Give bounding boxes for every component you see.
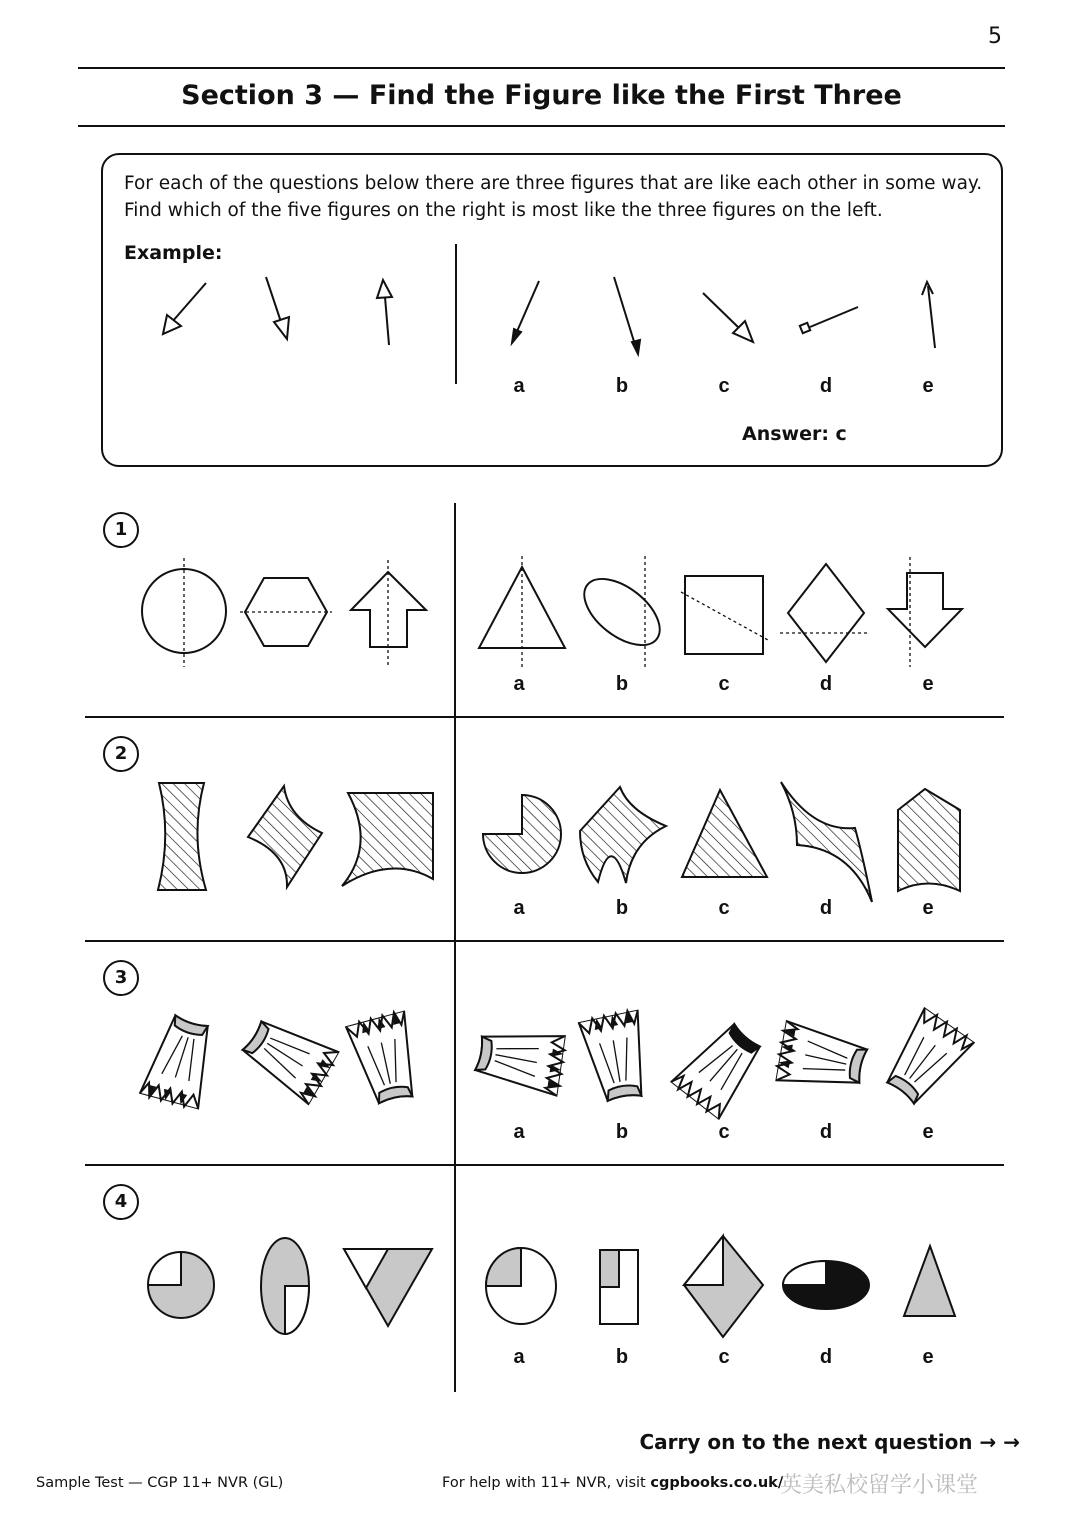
question-number-2: 2: [103, 736, 139, 772]
q4-option-e: [904, 1246, 955, 1316]
q4-label-b: b: [615, 1346, 629, 1368]
q3-option-b: [579, 1009, 656, 1106]
q2-label-e: e: [922, 897, 934, 919]
q2-option-c: [682, 790, 767, 877]
q1-option-c: [681, 576, 768, 654]
q3-label-b: b: [615, 1121, 629, 1143]
q3-label-a: a: [513, 1121, 525, 1143]
q2-figure-2: [248, 786, 322, 887]
q2-figure-3: [342, 793, 433, 886]
example-label-e: e: [922, 375, 934, 397]
question-number-3: 3: [103, 960, 139, 996]
q1-option-d: [780, 564, 870, 662]
q4-option-c: [684, 1236, 763, 1337]
q2-label-d: d: [819, 897, 833, 919]
q2-label-a: a: [513, 897, 525, 919]
q1-label-d: d: [819, 673, 833, 695]
footer-help-link[interactable]: cgpbooks.co.uk/: [650, 1475, 784, 1491]
q2-label-b: b: [615, 897, 629, 919]
example-label-b: b: [615, 375, 629, 397]
q3-label-e: e: [922, 1121, 934, 1143]
q2-label-c: c: [718, 897, 730, 919]
q3-option-c: [670, 1015, 770, 1120]
instruction-line-1: For each of the questions below there are three figures that are like each other in some way.: [124, 173, 983, 194]
q2-option-b: [580, 787, 666, 883]
q1-figure-hexagon: [240, 578, 332, 646]
q2-option-d: [781, 782, 872, 902]
example-label: Example:: [124, 242, 223, 264]
example-option-d: [800, 307, 858, 333]
example-option-a: [512, 281, 539, 343]
q4-figure-triangle: [344, 1249, 432, 1326]
q1-option-e: [888, 557, 962, 667]
question-number-4: 4: [103, 1184, 139, 1220]
page-number: 5: [988, 24, 1002, 49]
section-title: Section 3 — Find the Figure like the First Three: [181, 80, 902, 111]
example-label-c: c: [718, 375, 730, 397]
q2-figure-1: [158, 783, 206, 890]
example-label-d: d: [819, 375, 833, 397]
q3-option-e: [876, 1007, 974, 1112]
example-option-b: [614, 277, 640, 354]
q1-label-b: b: [615, 673, 629, 695]
q1-label-e: e: [922, 673, 934, 695]
q4-figure-ellipse: [261, 1238, 309, 1334]
footer-test-name: Sample Test — CGP 11+ NVR (GL): [36, 1475, 284, 1491]
example-option-c: [703, 293, 753, 342]
footer-help: [442, 1475, 783, 1491]
carry-on-text: Carry on to the next question → →: [639, 1430, 1020, 1454]
q2-option-a: [483, 795, 561, 873]
example-figure-3: [377, 280, 392, 345]
example-label-a: a: [513, 375, 525, 397]
q4-figure-circle: [148, 1252, 214, 1318]
example-figure-2: [266, 277, 289, 339]
question-number-1: 1: [103, 512, 139, 548]
q4-label-d: d: [819, 1346, 833, 1368]
q1-label-c: c: [718, 673, 730, 695]
q1-option-b: [573, 556, 672, 667]
q4-option-a: [486, 1248, 556, 1324]
q3-label-c: c: [718, 1121, 730, 1143]
q4-label-a: a: [513, 1346, 525, 1368]
q3-label-d: d: [819, 1121, 833, 1143]
q3-figure-1: [140, 1012, 220, 1111]
example-figure-1: [163, 283, 206, 334]
q4-option-b: [600, 1250, 638, 1324]
example-option-e: [922, 282, 935, 348]
q3-option-a: [473, 1024, 567, 1095]
watermark: 英美私校留学小课堂: [780, 1473, 979, 1498]
example-answer: Answer: c: [742, 423, 847, 445]
q2-option-e: [898, 789, 960, 891]
q3-option-d: [774, 1021, 869, 1095]
q3-figure-2: [236, 1010, 340, 1105]
q3-figure-3: [346, 1010, 426, 1109]
q4-option-d: [783, 1261, 869, 1309]
q4-label-c: c: [718, 1346, 730, 1368]
q1-figure-arrow-up: [351, 560, 426, 667]
q1-option-a: [479, 556, 565, 667]
q1-label-a: a: [513, 673, 525, 695]
footer-help-prefix: For help with 11+ NVR, visit: [442, 1475, 651, 1491]
q1-figure-circle: [142, 558, 226, 667]
instruction-line-2: Find which of the five figures on the right is most like the three figures on the left.: [124, 200, 883, 221]
q4-label-e: e: [922, 1346, 934, 1368]
